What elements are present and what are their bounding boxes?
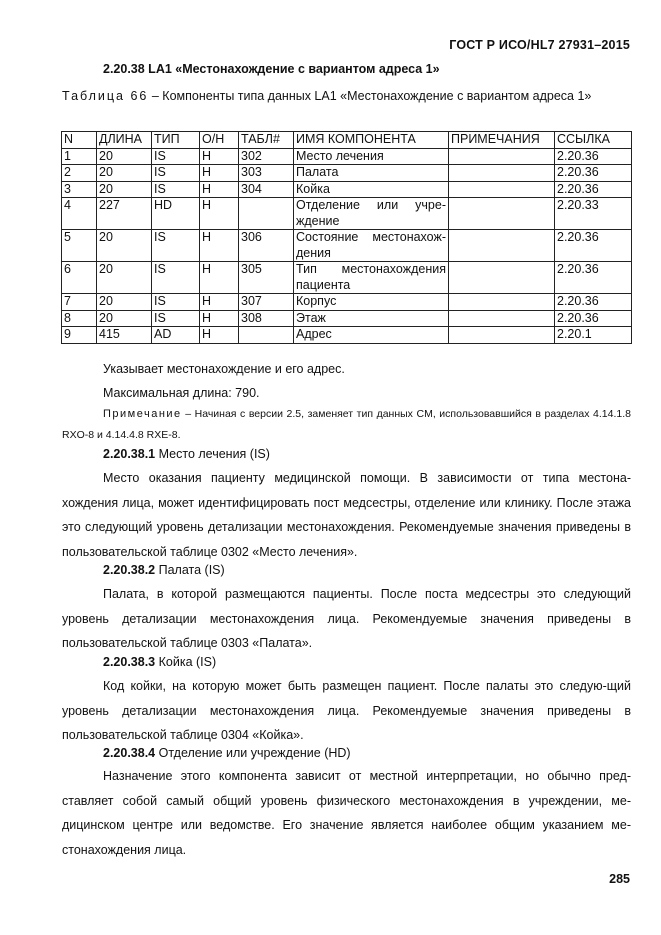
cell-type: IS [152, 230, 200, 262]
cell-n: 3 [62, 181, 97, 198]
cell-length: 20 [97, 262, 152, 294]
subsection-text: Назначение этого компонента зависит от местной интерпретации, но обычно пред-ставляет собой самый общий уровень физического местонахождения в учреждении, ме-дицинском центре или ведомстве. Его значение является наиболее общим указанием ме-стонахождения лица. [62, 769, 631, 857]
components-table [61, 131, 632, 344]
subsection-heading: 2.20.38.2 Палата (IS) [103, 563, 225, 577]
table-row [62, 198, 632, 230]
cell-reference: 2.20.36 [555, 262, 632, 294]
cell-component-name: Палата [294, 165, 449, 182]
standard-header: ГОСТ Р ИСО/HL7 27931–2015 [449, 38, 630, 52]
cell-length: 415 [97, 327, 152, 344]
subsection-heading: 2.20.38.3 Койка (IS) [103, 655, 217, 669]
table-row [62, 181, 632, 198]
cell-table: 303 [239, 165, 294, 182]
cell-optionality: Н [200, 181, 239, 198]
subsection-text: Код койки, на которую может быть размещен пациент. После палаты это следую-щий уровень детализации местонахождения лица. Рекомендуемые значения приведены в пользовательской таблице 0304 «Койка». [62, 679, 631, 742]
header-cell: ТАБЛ# [239, 132, 294, 149]
note-paragraph [62, 404, 631, 446]
cell-n: 8 [62, 310, 97, 327]
header-cell: ДЛИНА [97, 132, 152, 149]
cell-table [239, 198, 294, 230]
paragraph-description: Указывает местонахождение и его адрес. [103, 362, 345, 376]
cell-length: 227 [97, 198, 152, 230]
table-row [62, 294, 632, 311]
cell-length: 20 [97, 181, 152, 198]
cell-component-name: Корпус [294, 294, 449, 311]
paragraph-max-length: Максимальная длина: 790. [103, 386, 260, 400]
header-cell: ССЫЛКА [555, 132, 632, 149]
cell-reference: 2.20.36 [555, 165, 632, 182]
cell-table: 307 [239, 294, 294, 311]
cell-component-name: Отделение или учре-ждение [294, 198, 449, 230]
table-row [62, 230, 632, 262]
subsection-heading: 2.20.38.1 Место лечения (IS) [103, 447, 270, 461]
header-cell: ИМЯ КОМПОНЕНТА [294, 132, 449, 149]
cell-component-name: Тип местонахождения пациента [294, 262, 449, 294]
cell-n: 1 [62, 148, 97, 165]
note-label: Примечание [103, 408, 182, 420]
cell-type: IS [152, 294, 200, 311]
components-table-wrapper [61, 131, 631, 344]
cell-notes [449, 198, 555, 230]
cell-component-name: Состояние местонахож-дения [294, 230, 449, 262]
table-row [62, 327, 632, 344]
cell-n: 5 [62, 230, 97, 262]
cell-n: 4 [62, 198, 97, 230]
cell-type: HD [152, 198, 200, 230]
cell-optionality: Н [200, 148, 239, 165]
note-text: – Начиная с версии 2.5, заменяет тип данных CM, использовавшийся в разделах 4.14.1.8 RXO-8 и 4.14.4.8 RXE-8. [62, 408, 631, 441]
cell-reference: 2.20.36 [555, 310, 632, 327]
cell-component-name: Койка [294, 181, 449, 198]
cell-optionality: Н [200, 310, 239, 327]
section-title: 2.20.38 LA1 «Местонахождение с вариантом адреса 1» [103, 62, 440, 76]
cell-table: 308 [239, 310, 294, 327]
cell-optionality: Н [200, 230, 239, 262]
cell-reference: 2.20.36 [555, 181, 632, 198]
cell-optionality: Н [200, 165, 239, 182]
header-cell: ТИП [152, 132, 200, 149]
cell-length: 20 [97, 230, 152, 262]
cell-component-name: Этаж [294, 310, 449, 327]
cell-reference: 2.20.36 [555, 230, 632, 262]
cell-notes [449, 294, 555, 311]
cell-table [239, 327, 294, 344]
cell-n: 9 [62, 327, 97, 344]
cell-type: AD [152, 327, 200, 344]
subsection-text: Палата, в которой размещаются пациенты. После поста медсестры это следующий уровень детализации местонахождения лица. Рекомендуемые значения приведены в пользовательской таблице 0303 «Палата». [62, 587, 631, 650]
table-row [62, 262, 632, 294]
cell-n: 6 [62, 262, 97, 294]
cell-notes [449, 310, 555, 327]
cell-component-name: Адрес [294, 327, 449, 344]
cell-optionality: Н [200, 327, 239, 344]
cell-reference: 2.20.36 [555, 148, 632, 165]
cell-component-name: Место лечения [294, 148, 449, 165]
cell-length: 20 [97, 294, 152, 311]
cell-type: IS [152, 310, 200, 327]
cell-reference: 2.20.33 [555, 198, 632, 230]
header-cell: ПРИМЕЧАНИЯ [449, 132, 555, 149]
cell-reference: 2.20.36 [555, 294, 632, 311]
header-cell: N [62, 132, 97, 149]
cell-table: 305 [239, 262, 294, 294]
cell-length: 20 [97, 148, 152, 165]
cell-length: 20 [97, 310, 152, 327]
table-row [62, 148, 632, 165]
cell-table: 304 [239, 181, 294, 198]
subsection-text: Место оказания пациенту медицинской помощи. В зависимости от типа местона-хождения лица, может идентифицировать пост медсестры, отделение или клинику. После этажа это следующий уровень детализации местонахождения. Рекомендуемые значения приведены в пользовательской таблице 0302 «Место лечения». [62, 471, 631, 559]
subsection-heading: 2.20.38.4 Отделение или учреждение (HD) [103, 746, 351, 760]
table-header-row [62, 132, 632, 149]
table-row [62, 165, 632, 182]
table-row [62, 310, 632, 327]
cell-table: 306 [239, 230, 294, 262]
cell-type: IS [152, 165, 200, 182]
cell-notes [449, 262, 555, 294]
cell-notes [449, 230, 555, 262]
cell-notes [449, 148, 555, 165]
cell-optionality: Н [200, 262, 239, 294]
table-caption [62, 85, 631, 107]
cell-n: 7 [62, 294, 97, 311]
caption-label: Таблица 66 [62, 89, 149, 103]
caption-text: – Компоненты типа данных LA1 «Местонахождение с вариантом адреса 1» [148, 89, 592, 103]
cell-notes [449, 165, 555, 182]
cell-optionality: Н [200, 198, 239, 230]
cell-type: IS [152, 148, 200, 165]
cell-table: 302 [239, 148, 294, 165]
cell-type: IS [152, 262, 200, 294]
cell-notes [449, 181, 555, 198]
page-number: 285 [609, 872, 630, 886]
cell-optionality: Н [200, 294, 239, 311]
header-cell: О/Н [200, 132, 239, 149]
cell-length: 20 [97, 165, 152, 182]
cell-reference: 2.20.1 [555, 327, 632, 344]
cell-notes [449, 327, 555, 344]
cell-type: IS [152, 181, 200, 198]
cell-n: 2 [62, 165, 97, 182]
